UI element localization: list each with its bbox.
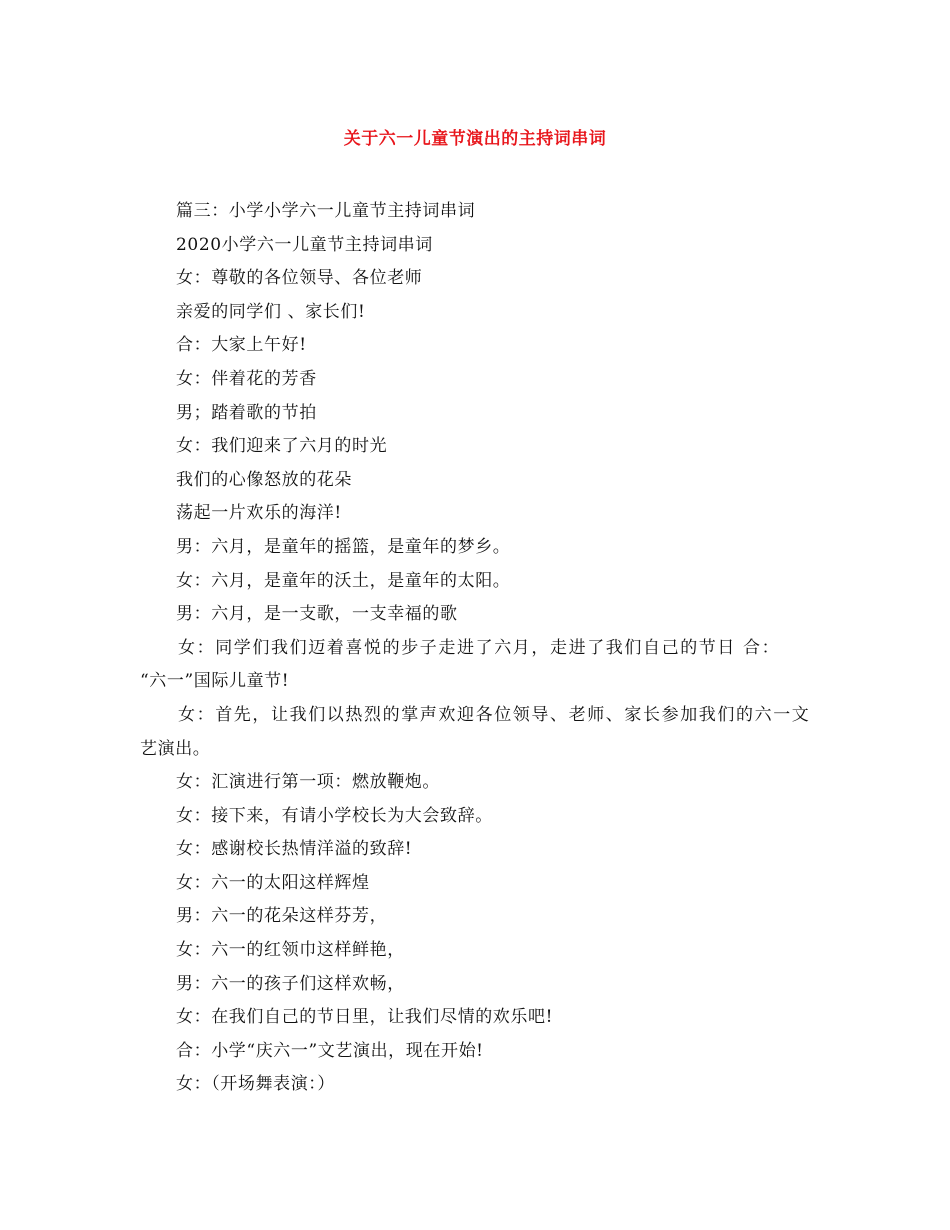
text-line: 女：六月，是童年的沃土，是童年的太阳。: [176, 570, 511, 591]
text-line: 女：伴着花的芳香: [176, 368, 317, 389]
text-line: 男；踏着歌的节拍: [176, 402, 317, 423]
text-line: 女：汇演进行第一项：燃放鞭炮。: [176, 772, 440, 793]
text-line: “六一”国际儿童节!: [140, 671, 290, 692]
text-line: 女：我们迎来了六月的时光: [176, 436, 388, 457]
document-body: [140, 195, 810, 1102]
text-line: 男：六月，是童年的摇篮，是童年的梦乡。: [176, 536, 511, 557]
text-line: 女：尊敬的各位领导、各位老师: [176, 268, 423, 289]
text-line: 合：大家上午好!: [176, 335, 307, 356]
text-line: 男：六月，是一支歌，一支幸福的歌: [176, 604, 458, 625]
text-line: 荡起一片欢乐的海洋!: [176, 503, 342, 524]
text-line: 女：同学们我们迈着喜悦的步子走进了六月，走进了我们自己的节日 合：: [178, 637, 781, 658]
text-line: 我们的心像怒放的花朵: [176, 469, 352, 490]
text-line: 艺演出。: [140, 738, 211, 759]
text-line: 男：六一的孩子们这样欢畅，: [176, 973, 405, 994]
text-line: 2020小学六一儿童节主持词串词: [176, 234, 433, 255]
text-line: 女：感谢校长热情洋溢的致辞!: [176, 839, 413, 860]
text-line: 女：接下来，有请小学校长为大会致辞。: [176, 805, 493, 826]
text-line: 女：首先，让我们以热烈的掌声欢迎各位领导、老师、家长参加我们的六一文: [178, 704, 811, 725]
text-line: 合：小学“庆六一”文艺演出，现在开始!: [176, 1040, 484, 1061]
text-line: 篇三：小学小学六一儿童节主持词串词: [176, 201, 476, 221]
document-title: 关于六一儿童节演出的主持词串词: [343, 129, 607, 149]
text-line: 女：六一的太阳这样辉煌: [176, 872, 370, 893]
text-line: 亲爱的同学们 、家长们!: [176, 301, 366, 322]
text-line: 女：在我们自己的节日里，让我们尽情的欢乐吧!: [176, 1007, 554, 1028]
text-line: 女：六一的红领巾这样鲜艳，: [176, 940, 405, 961]
text-line: 男：六一的花朵这样芬芳，: [176, 906, 388, 927]
text-line: 女：（开场舞表演：）: [176, 1074, 335, 1095]
